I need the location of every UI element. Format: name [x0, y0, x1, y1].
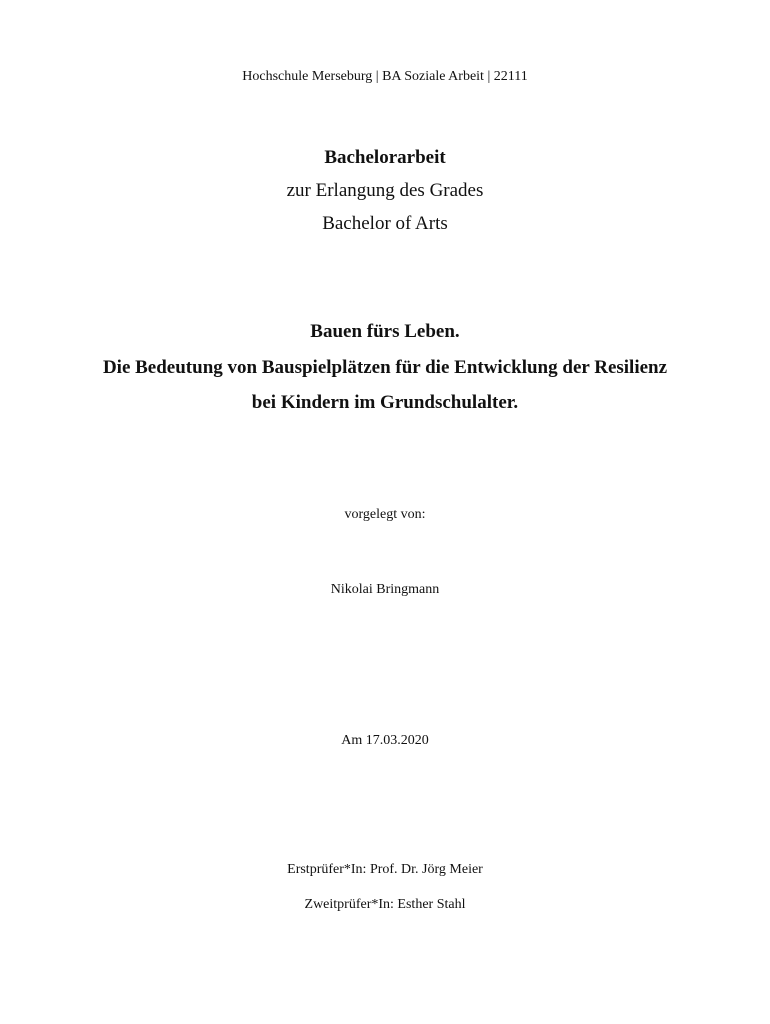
first-examiner: Erstprüfer*In: Prof. Dr. Jörg Meier: [287, 862, 483, 877]
submitted-by-label: vorgelegt von:: [344, 507, 426, 522]
thesis-type: Bachelorarbeit: [324, 147, 446, 168]
thesis-title-line-3: bei Kindern im Grundschulalter.: [251, 392, 519, 413]
institution-header: Hochschule Merseburg | BA Soziale Arbeit | 22111: [242, 69, 528, 84]
submission-date: Am 17.03.2020: [341, 733, 429, 748]
degree-name: Bachelor of Arts: [322, 213, 448, 234]
degree-purpose: zur Erlangung des Grades: [286, 180, 484, 201]
second-examiner: Zweitprüfer*In: Esther Stahl: [304, 897, 466, 912]
thesis-title-line-1: Bauen fürs Leben.: [310, 321, 460, 342]
thesis-title-line-2: Die Bedeutung von Bauspielplätzen für die Entwicklung der Resilienz: [102, 357, 668, 378]
author-name: Nikolai Bringmann: [330, 582, 440, 597]
